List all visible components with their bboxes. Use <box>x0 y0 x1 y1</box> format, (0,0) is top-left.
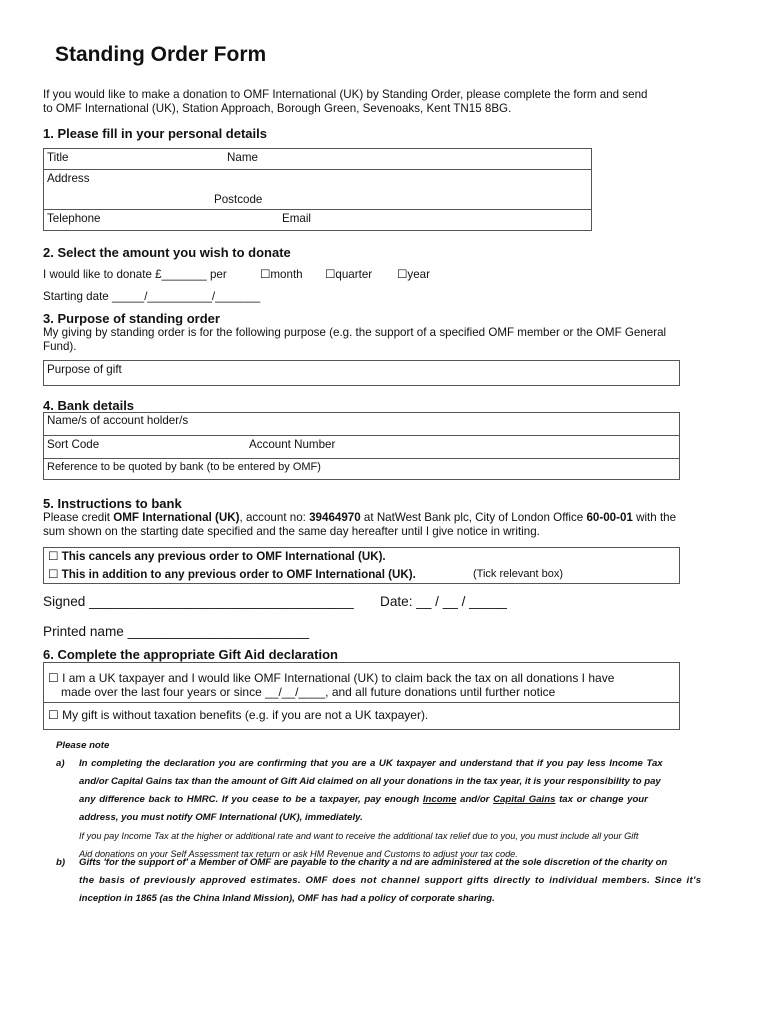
no-tax-row <box>44 703 679 731</box>
notes-heading <box>56 737 109 755</box>
postcode-field[interactable]: Postcode <box>214 193 263 206</box>
cancels-previous-checkbox[interactable]: ☐ This cancels any previous order to OMF International (UK). <box>48 550 386 563</box>
uk-taxpayer-checkbox[interactable]: ☐ I am a UK taxpayer and I would like OMF International (UK) to claim back the tax on all donations I have <box>48 671 615 685</box>
note-a-capital-gains: Capital Gains <box>493 794 556 805</box>
instr-text-a: Please credit <box>43 511 114 524</box>
bank-details-box <box>43 412 680 480</box>
note-b-line-1: Gifts 'for the support of' a Member of OMF are payable to the charity a nd are administered at the sole discretion of the charity on <box>79 857 668 868</box>
note-b-label <box>56 854 65 872</box>
section-1-heading: 1. Please fill in your personal details <box>43 126 267 141</box>
account-holders-field[interactable]: Name/s of account holder/s <box>47 414 189 427</box>
note-a-line-3-c: and/or <box>456 794 494 805</box>
starting-date-field[interactable]: Starting date _____/__________/_______ <box>43 290 261 303</box>
note-a-line-6: Aid donations on your Self Assessment tax return or ask HM Revenue and Customs to adjust your tax code. <box>79 849 518 859</box>
instr-account-no: 39464970 <box>309 511 361 524</box>
date-field[interactable]: Date: __ / __ / _____ <box>380 594 507 609</box>
no-tax-benefit-checkbox[interactable]: ☐ My gift is without taxation benefits (e.g. if you are not a UK taxpayer). <box>48 708 429 722</box>
order-type-box <box>43 547 680 584</box>
note-a-income: Income <box>422 794 457 805</box>
instr-payee: OMF International (UK) <box>113 511 240 524</box>
purpose-desc-line-1: My giving by standing order is for the following purpose (e.g. the support of a specified OMF member or the OMF General <box>43 326 667 339</box>
note-a-label <box>56 755 65 773</box>
note-a-line-3-a: any difference back to HMRC. If you cease to be a taxpayer, pay enough <box>79 794 423 805</box>
telephone-field[interactable]: Telephone <box>47 212 101 225</box>
page-title: Standing Order Form <box>55 43 267 66</box>
quarter-checkbox[interactable]: ☐quarter <box>325 268 373 281</box>
instr-text-e: at NatWest Bank plc, City of London Office <box>360 511 587 524</box>
intro-text <box>43 88 648 115</box>
purpose-of-gift-label: Purpose of gift <box>47 363 122 376</box>
note-b-line-3: inception in 1865 (as the China Inland Mission), OMF has had a policy of corporate sharing. <box>79 893 495 904</box>
reference-field: Reference to be quoted by bank (to be entered by OMF) <box>47 461 321 473</box>
instr-text-c: , account no: <box>239 511 310 524</box>
in-addition-checkbox[interactable]: ☐ This in addition to any previous order to OMF International (UK). <box>48 568 416 581</box>
note-a-line-1: In completing the declaration you are confirming that you are a UK taxpayer and understand that if you pay less Income Tax <box>79 758 663 769</box>
address-field[interactable]: Address <box>47 172 90 185</box>
telephone-email-row <box>44 210 591 231</box>
signed-field[interactable]: Signed ___________________________________ <box>43 594 354 609</box>
email-field[interactable]: Email <box>282 212 311 225</box>
purpose-desc-line-2: Fund). <box>43 339 77 353</box>
sort-code-row <box>44 436 679 459</box>
tick-hint: (Tick relevant box) <box>473 568 564 580</box>
instr-text-g: with the <box>632 511 677 524</box>
section-5-heading: 5. Instructions to bank <box>43 496 182 511</box>
personal-details-box <box>43 148 592 231</box>
note-b-marker: b) <box>56 857 66 868</box>
section-4-heading: 4. Bank details <box>43 398 135 413</box>
note-a-line-4: address, you must notify OMF International (UK), immediately. <box>79 812 363 823</box>
account-number-field[interactable]: Account Number <box>249 438 336 451</box>
address-row <box>44 170 591 210</box>
note-a-line-5: If you pay Income Tax at the higher or additional rate and want to receive the additional tax relief due to you, you must include all your Gift <box>79 831 639 841</box>
title-name-row <box>44 149 591 170</box>
intro-line-2: to OMF International (UK), Station Approach, Borough Green, Sevenoaks, Kent TN15 8BG. <box>43 101 512 115</box>
sort-code-field[interactable]: Sort Code <box>47 438 100 451</box>
note-a <box>79 755 719 863</box>
bank-instructions-line-1 <box>43 511 733 525</box>
title-field[interactable]: Title <box>47 151 69 164</box>
month-checkbox[interactable]: ☐month <box>260 268 303 281</box>
notes-heading-text: Please note <box>56 740 110 751</box>
year-checkbox[interactable]: ☐year <box>397 268 430 281</box>
donate-amount-text[interactable]: I would like to donate £_______ per <box>43 268 227 281</box>
bank-instructions-line-2: sum shown on the starting date specified and the same day hereafter until I give notice in writing. <box>43 524 540 538</box>
note-a-line-2: and/or Capital Gains tax than the amount of Gift Aid claimed on all your donations in the tax year, it is your responsibility to pay <box>79 776 661 787</box>
reference-row <box>44 459 679 480</box>
intro-line-1: If you would like to make a donation to OMF International (UK) by Standing Order, please complete the form and send <box>43 88 648 101</box>
section-2-heading: 2. Select the amount you wish to donate <box>43 245 291 260</box>
printed-name-field[interactable]: Printed name ________________________ <box>43 624 310 639</box>
taxpayer-row <box>44 663 679 703</box>
section-6-heading: 6. Complete the appropriate Gift Aid declaration <box>43 647 338 662</box>
note-a-line-3-e: tax or change your <box>555 794 648 805</box>
uk-taxpayer-line-2: made over the last four years or since __/__/____, and all future donations until further notice <box>61 685 556 699</box>
note-b-line-2: the basis of previously approved estimates. OMF does not channel support gifts directly to individual members. Since it's <box>79 875 702 886</box>
instr-sort-code: 60-00-01 <box>586 511 633 524</box>
name-field[interactable]: Name <box>227 151 258 164</box>
account-holders-row <box>44 413 679 436</box>
section-3-heading: 3. Purpose of standing order <box>43 311 220 326</box>
bank-instructions <box>43 511 733 538</box>
gift-aid-box <box>43 662 680 730</box>
note-a-marker: a) <box>56 758 65 769</box>
note-b <box>79 854 719 908</box>
purpose-of-gift-box[interactable] <box>43 360 680 386</box>
note-a-line-3 <box>79 791 719 809</box>
purpose-description <box>43 326 666 353</box>
